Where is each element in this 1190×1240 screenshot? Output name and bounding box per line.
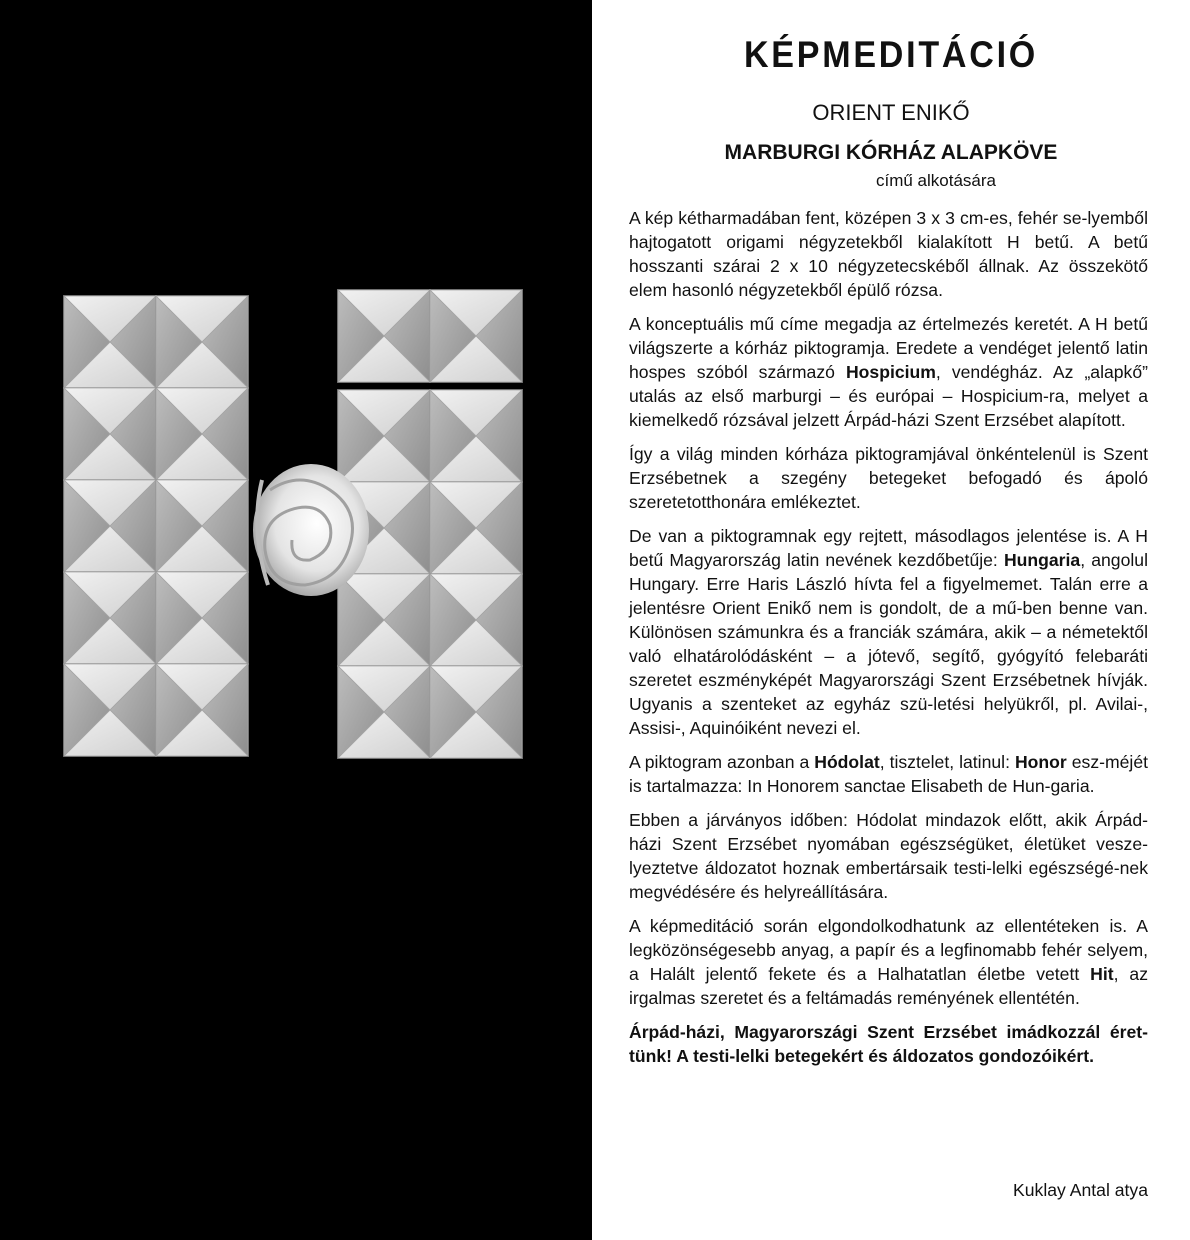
origami-tile xyxy=(338,390,430,482)
origami-tile xyxy=(430,390,522,482)
origami-tile xyxy=(338,290,430,382)
origami-tile xyxy=(156,572,248,664)
origami-tile xyxy=(430,290,522,382)
origami-tile xyxy=(338,574,430,666)
text-panel xyxy=(592,0,1190,1240)
artwork-subtitle: című alkotására xyxy=(876,171,996,190)
paragraph: De van a piktogramnak egy rejtett, másodlagos jelentése is. A H betű Magyarország latin nevének kezdőbetűje: Hungaria, angolul Hungary. Erre Haris László hívta fel a figyelmemet. Talán erre a jelentésre Orient Enikő nem is gondolt, de a mű-ben benne van. Különösen számunkra és a franciák számára, akik – a németektől való elhatárolódásként – a jótevő, segítő, gyógyító felebaráti szeretet eszményképét Magyarországi Szent Erzsébetnek hívják. Ugyanis a szenteket az egyház szü-letési helyükről, pl. Avilai-, Assisi-, Aquinóiként nevezi el. xyxy=(629,526,1148,738)
origami-h-artwork xyxy=(0,0,592,1240)
paragraph: A kép kétharmadában fent, középen 3 x 3 cm-es, fehér se-lyemből hajtogatott origami négyzetekből kialakított H betű. A betű hosszanti szárai 2 x 10 négyzetecskéből állnak. Az összekötő elem hasonló négyzetekből épülő rózsa. xyxy=(629,208,1148,300)
artist-name: ORIENT ENIKŐ xyxy=(812,100,970,125)
origami-tile xyxy=(430,574,522,666)
page-title: KÉPMEDITÁCIÓ xyxy=(743,34,1039,75)
paragraph: A képmeditáció során elgondolkodhatunk az ellentéteken is. A legközönségesebb anyag, a papír és a legfinomabb fehér selyem, a Halált jelentő fekete és a Halhatatlan életbe vetett Hit, az irgalmas szeretet és a feltámadás reményének ellentétén. xyxy=(629,916,1148,1008)
origami-tile xyxy=(430,482,522,574)
paragraph: A konceptuális mű címe megadja az értelmezés keretét. A H betű világszerte a kórház piktogramja. Eredete a vendéget jelentő latin hospes szóból származó Hospicium, vendégház. Az „alapkő” utalás az első marburgi – és európai – Hospicium-ra, melyet a kiemelkedő rózsával jelzett Árpád-házi Szent Erzsébet alapított. xyxy=(629,314,1149,430)
origami-tile xyxy=(156,388,248,480)
origami-tile xyxy=(156,480,248,572)
origami-tile xyxy=(64,388,156,480)
origami-tile xyxy=(64,664,156,756)
rose-icon xyxy=(253,464,369,596)
paragraph: A piktogram azonban a Hódolat, tisztelet, latinul: Honor esz-méjét is tartalmazza: In Honorem sanctae Elisabeth de Hun-garia. xyxy=(629,752,1148,796)
paragraph: Így a világ minden kórháza piktogramjával önkéntelenül is Szent Erzsébetnek a szegény betegeket befogadó és ápoló szeretetotthonára emlékeztet. xyxy=(629,444,1148,512)
origami-tile xyxy=(338,666,430,758)
article-body xyxy=(629,206,1148,1078)
origami-tile xyxy=(64,296,156,388)
paragraph: Ebben a járványos időben: Hódolat mindazok előtt, akik Árpád-házi Szent Erzsébet nyomában egészségüket, életüket vesze-lyeztetve áldozatot hoznak embertársaik testi-lelki egészségé-nek megvédésére és helyreállítására. xyxy=(629,810,1148,902)
origami-tile xyxy=(64,572,156,664)
origami-tile xyxy=(156,664,248,756)
origami-tile xyxy=(430,666,522,758)
closing-prayer: Árpád-házi, Magyarországi Szent Erzsébet imádkozzál éret-tünk! A testi-lelki betegekért és áldozatos gondozóikért. xyxy=(629,1022,1148,1066)
origami-tile xyxy=(156,296,248,388)
signature: Kuklay Antal atya xyxy=(1013,1180,1148,1200)
origami-tile xyxy=(64,480,156,572)
artwork-title: MARBURGI KÓRHÁZ ALAPKÖVE xyxy=(724,141,1058,164)
artwork-panel xyxy=(0,0,592,1240)
